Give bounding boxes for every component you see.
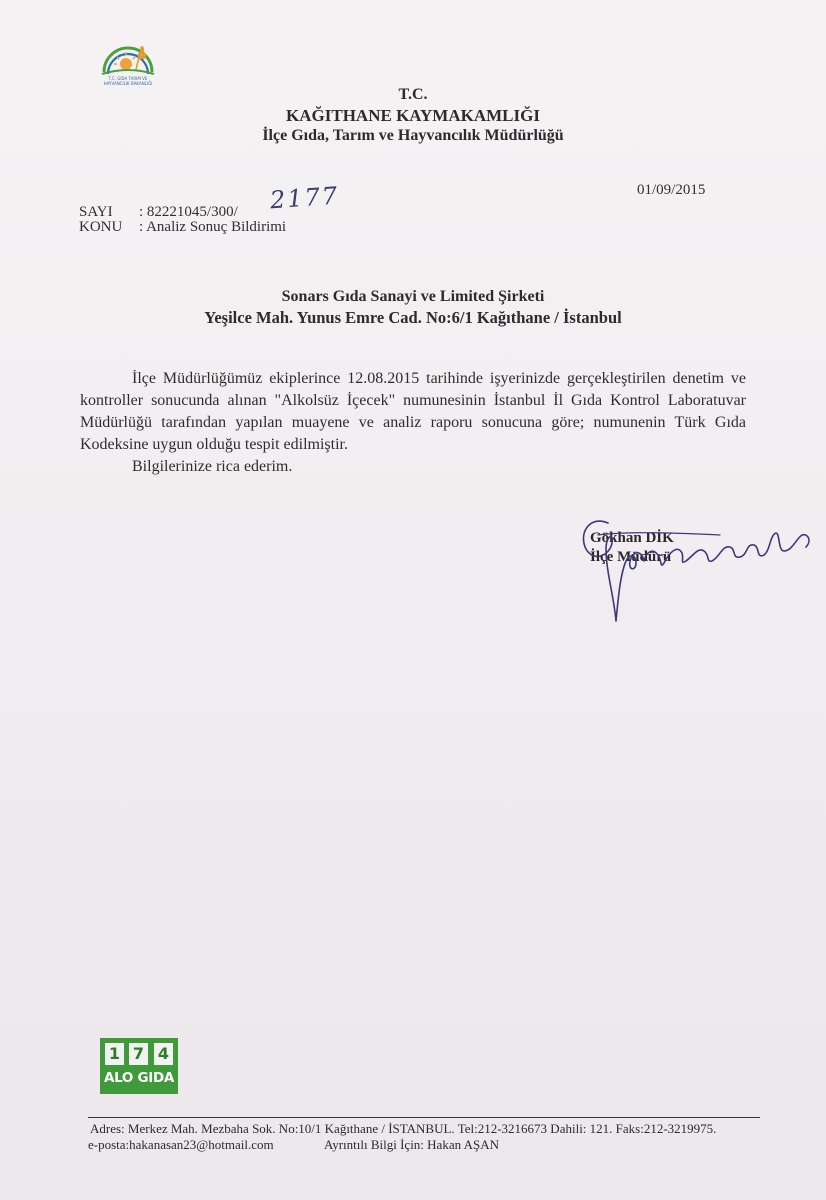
footer-address: Adres: Merkez Mah. Mezbaha Sok. No:10/1 Kağıthane / İSTANBUL. Tel:212-3216673 Dahili: 121. Faks:212-3219975.: [90, 1121, 717, 1136]
handwritten-signature-icon: [570, 505, 820, 630]
konu-value: : Analiz Sonuç Bildirimi: [139, 219, 287, 235]
header-tc: T.C.: [398, 86, 428, 103]
header-kaymakamlik: KAĞITHANE KAYMAKAMLIĞI: [286, 106, 540, 125]
closing-line: Bilgilerinize rica ederim.: [132, 458, 293, 475]
signatory-title: İlçe Müdürü: [590, 549, 672, 565]
konu-label: KONU: [79, 219, 123, 235]
sayi-label: SAYI: [79, 204, 113, 220]
handwritten-reference-number: 2177: [269, 181, 340, 215]
hotline-digit: 1: [105, 1043, 124, 1065]
letter-body: [80, 368, 746, 456]
hotline-digit: 4: [154, 1043, 173, 1065]
footer-email: e-posta:hakanasan23@hotmail.com: [88, 1137, 274, 1152]
footer-divider: [88, 1117, 760, 1118]
alo-gida-hotline-badge: [100, 1038, 178, 1094]
logo-caption: T.C. GIDA TARIM VE HAYVANCILIK BAKANLIĞI: [103, 76, 153, 86]
header-directorate: İlçe Gıda, Tarım ve Hayvancılık Müdürlüğü: [262, 127, 564, 144]
addressee-name: Sonars Gıda Sanayi ve Limited Şirketi: [281, 288, 545, 305]
signature: [570, 505, 820, 630]
letter-date: 01/09/2015: [637, 182, 706, 198]
hotline-digit: 7: [129, 1043, 148, 1065]
hotline-label: ALO GIDA: [103, 1070, 175, 1086]
sayi-value: : 82221045/300/: [139, 204, 238, 220]
addressee-address: Yeşilce Mah. Yunus Emre Cad. No:6/1 Kağıthane / İstanbul: [204, 308, 622, 327]
footer-contact: Ayrıntılı Bilgi İçin: Hakan AŞAN: [324, 1137, 500, 1152]
signatory-name: Gökhan DİK: [590, 530, 674, 546]
body-paragraph: İlçe Müdürlüğümüz ekiplerince 12.08.2015 tarihinde işyerinizde gerçekleştirilen denetim ve kontroller sonucunda alınan "Alkolsüz İçecek" numunesinin İstanbul İl Gıda Kontrol Laboratuvar Müdürlüğü tarafından yapılan muayene ve analiz raporu sonucuna göre; numunenin Türk Gıda Kodeksine uygun olduğu tespit edilmiştir.: [80, 370, 746, 453]
